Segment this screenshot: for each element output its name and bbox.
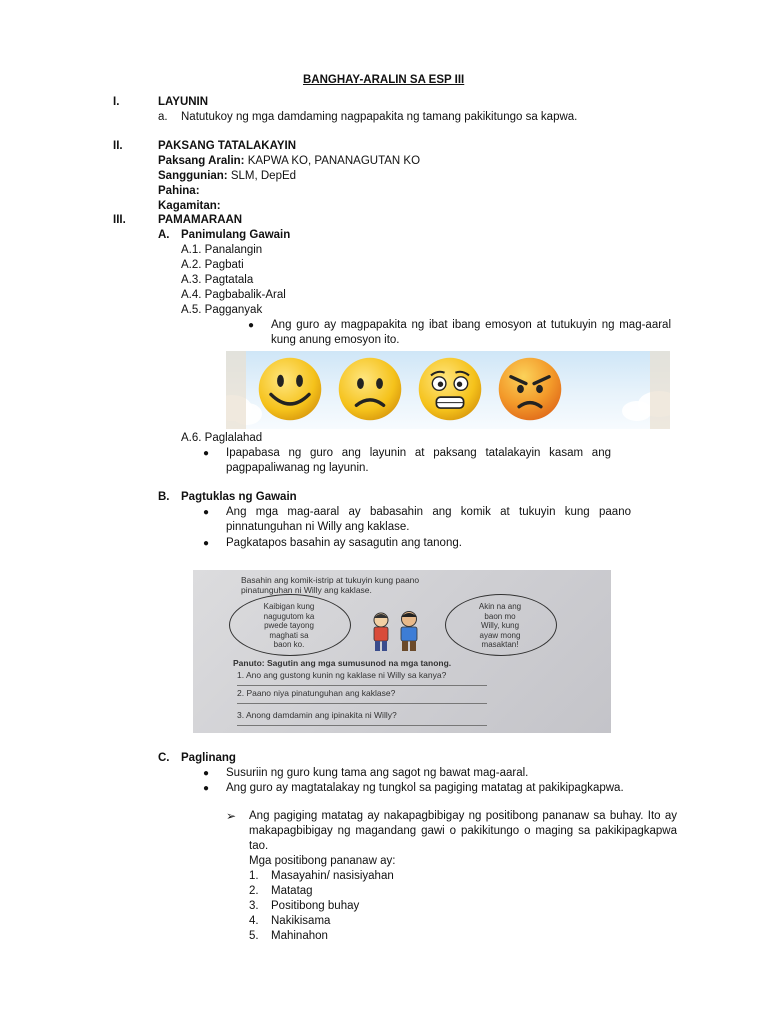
bullet-icon: ● [203, 783, 210, 794]
comic-panuto: Panuto: Sagutin ang mga sumusunod na mga tanong. [233, 658, 452, 668]
objective-text: Natutukoy ng mga damdaming nagpapakita ng tamang pakikitungo sa kapwa. [181, 111, 578, 123]
cartoon-kids-icon [361, 610, 431, 654]
comic-question-3: 3. Anong damdamin ang ipinakita ni Willy? [237, 710, 397, 720]
bullet-icon: ● [203, 538, 210, 549]
bubble-right-line: Akin na ang [478, 602, 522, 611]
list-number: 3. [249, 900, 259, 912]
bubble-right-text [459, 602, 541, 650]
paksa-row [158, 154, 420, 169]
kagamitan-label: Kagamitan: [158, 200, 221, 212]
pahina-label: Pahina: [158, 185, 200, 197]
bubble-right-line: ayaw mong [479, 630, 521, 640]
list-item: Mahinahon [271, 930, 328, 942]
comic-instruction-2: pinatunguhan ni Willy ang kaklase. [241, 585, 372, 595]
bullet-icon: ● [203, 768, 210, 779]
section-1-heading: LAYUNIN [158, 96, 209, 108]
bubble-right-line: baon mo [484, 611, 516, 621]
a5-bullet-text: Ang guro ay magpapakita ng ibat ibang emosyon at tutukuyin ng mag-aaral kung anung emosyon ito. [271, 319, 671, 346]
part-c-letter: C. [158, 752, 170, 764]
sanggunian-row [158, 169, 296, 184]
list-number: 2. [249, 885, 259, 897]
part-b-bullet-2: Pagkatapos basahin ay sasagutin ang tanong. [226, 537, 462, 549]
list-number: 4. [249, 915, 259, 927]
answer-line [237, 703, 487, 704]
bubble-left-line: pwede tayong [264, 621, 314, 630]
list-number: 1. [249, 870, 259, 882]
comic-question-2: 2. Paano niya pinatunguhan ang kaklase? [237, 688, 396, 698]
bubble-left-line: Kaibigan kung [263, 602, 315, 611]
a6-bullet-text: Ipapabasa ng guro ang layunin at paksang tatalakayin kasam ang pagpapaliwanag ng layunin. [226, 447, 611, 474]
comic-strip-image [193, 570, 611, 733]
part-a-letter: A. [158, 229, 170, 241]
a1-item: A.1. Panalangin [181, 244, 263, 256]
arrow-bullet-text: Ang pagiging matatag ay nakapagbibigay ng positibong pananaw sa buhay. Ito ay makapagbibigay ng magandang gawi o pakikitungo o maging sa pakikipagkapwa tao. [249, 810, 677, 852]
part-c-bullet-1: Susuriin ng guro kung tama ang sagot ng bawat mag-aaral. [226, 767, 529, 779]
bubble-right-line: masaktan! [481, 640, 519, 649]
list-item: Matatag [271, 885, 313, 897]
list-item: Masayahin/ nasisiyahan [271, 870, 394, 882]
section-1-number: I. [113, 96, 120, 108]
part-b-heading: Pagtuklas ng Gawain [181, 491, 297, 503]
list-number: 5. [249, 930, 259, 942]
bubble-left-text [243, 602, 335, 650]
paksa-value: KAPWA KO, PANANAGUTAN KO [247, 155, 421, 167]
answer-line [237, 725, 487, 726]
worried-face-icon [416, 355, 484, 423]
section-2-number: II. [113, 140, 123, 152]
sanggunian-label: Sanggunian: [158, 170, 228, 182]
bullet-icon: ● [203, 448, 210, 459]
paksa-label: Paksang Aralin: [158, 155, 245, 167]
sad-face-icon [336, 355, 404, 423]
list-intro: Mga positibong pananaw ay: [249, 855, 396, 867]
a3-item: A.3. Pagtatala [181, 274, 254, 286]
answer-line [237, 685, 487, 686]
happy-face-icon [256, 355, 324, 423]
bubble-right-line: Willy, kung [480, 621, 520, 630]
bubble-left-line: baon ko. [273, 640, 305, 649]
emotions-image [226, 351, 670, 429]
angry-face-icon [496, 355, 564, 423]
part-b-bullet-1: Ang mga mag-aaral ay babasahin ang komik at tukuyin kung paano pinnatunguhan ni Willy ang kaklase. [226, 506, 631, 533]
arrow-bullet-icon: ➢ [226, 809, 237, 823]
page-title: BANGHAY-ARALIN SA ESP III [303, 74, 465, 86]
a4-item: A.4. Pagbabalik-Aral [181, 289, 286, 301]
bullet-icon: ● [248, 320, 255, 331]
comic-instruction-1: Basahin ang komik-istrip at tukuyin kung paano [241, 575, 420, 585]
section-3-number: III. [113, 214, 126, 226]
bubble-left-line: nagugutom ka [263, 611, 315, 621]
sanggunian-value: SLM, DepEd [230, 170, 297, 182]
list-item: Positibong buhay [271, 900, 360, 912]
a5-item: A.5. Pagganyak [181, 304, 263, 316]
list-item: Nakikisama [271, 915, 331, 927]
part-c-heading: Paglinang [181, 752, 236, 764]
a2-item: A.2. Pagbati [181, 259, 244, 271]
objective-letter: a. [158, 111, 168, 123]
bubble-left-line: maghati sa [269, 630, 309, 640]
bullet-icon: ● [203, 507, 210, 518]
part-a-heading: Panimulang Gawain [181, 229, 291, 241]
part-b-letter: B. [158, 491, 170, 503]
section-3-heading: PAMAMARAAN [158, 214, 243, 226]
part-c-bullet-2: Ang guro ay magtatalakay ng tungkol sa pagiging matatag at pakikipagkapwa. [226, 782, 624, 794]
section-2-heading: PAKSANG TATALAKAYIN [158, 140, 296, 152]
a6-item: A.6. Paglalahad [181, 432, 263, 444]
comic-question-1: 1. Ano ang gustong kunin ng kaklase ni Willy sa kanya? [237, 670, 447, 680]
